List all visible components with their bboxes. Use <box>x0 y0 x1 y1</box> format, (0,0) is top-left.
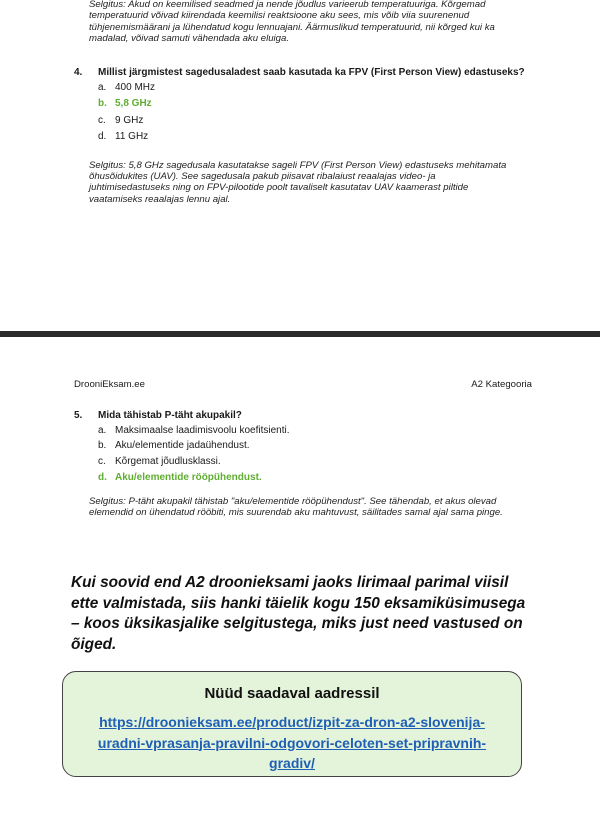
document-page-bottom <box>0 337 600 838</box>
option-c: c. 9 GHz <box>98 114 144 126</box>
option-b-correct: b. 5,8 GHz <box>98 98 152 109</box>
previous-explanation: Selgitus: Akud on keemilised seadmed ja nende jõudlus varieerub temperatuuriga. Kõrgemad temperatuurid võivad kiirendada keemilisi reaktsioone aku sees, mis võib viia suurenenud tühjenemismäärani ja lühendatud kogu lennuajani. Äärmuslikud temperatuurid, nii kõrged kui ka madalad, võivad samuti vähendada aku eluiga. <box>89 0 495 45</box>
option-d: d. 11 GHz <box>98 131 149 142</box>
option-c: c. Kõrgemat jõudlusklassi. <box>98 456 221 468</box>
option-b: b. Aku/elementide jadaühendust. <box>98 440 250 452</box>
page-header-category: A2 Kategooria <box>471 379 532 390</box>
question-5 <box>74 410 534 519</box>
question-4-explanation: Selgitus: 5,8 GHz sagedusala kasutatakse sageli FPV (First Person View) edastuseks mehitamata õhusõidukites (UAV). See sagedusala pakub piisavat ribalaiust reaalajas video- ja juhtimisedastuseks ning on FPV-pilootide poolt tavaliselt kasutatav UAV kaamerast piltide vaatamiseks reaalajas lennu ajal. <box>89 159 507 205</box>
answer-options <box>98 423 534 486</box>
question-4 <box>74 67 534 205</box>
question-number: 4. <box>74 67 83 78</box>
document-page-top <box>0 0 600 330</box>
question-number: 5. <box>74 410 83 421</box>
option-d-correct: d. Aku/elementide rööpühendust. <box>98 471 262 483</box>
availability-callout <box>62 671 522 777</box>
page-header-site: DrooniEksam.ee <box>74 379 145 390</box>
product-link[interactable]: https://droonieksam.ee/product/izpit-za-dron-a2-slovenija-uradni-vprasanja-pravilni-odgovori-celoten-set-pripravnih-gradiv/ <box>97 714 487 771</box>
question-text: Mida tähistab P-täht akupakil? <box>98 410 242 421</box>
option-a: a. Maksimaalse laadimisvoolu koefitsienti. <box>98 424 290 436</box>
question-5-explanation: Selgitus: P-täht akupakil tähistab "aku/elementide rööpühendust". See tähendab, et akus olevad elemendid on ühendatud rööbiti, mis suurendab aku mahtuvust, säilitades samal ajal sama pinge. <box>89 495 503 519</box>
callout-title: Nüüd saadaval aadressil <box>204 685 380 702</box>
answer-options <box>98 80 534 146</box>
promo-text: Kui soovid end A2 droonieksami jaoks lirimaal parimal viisil ette valmistada, siis hanki täielik kogu 150 eksamiküsimusega – koos üksikasjalike selgitustega, miks just need vastused on õiged. <box>71 574 526 653</box>
question-text: Millist järgmistest sagedusaladest saab kasutada ka FPV (First Person View) edastuseks? <box>98 67 525 78</box>
option-a: a. 400 MHz <box>98 81 156 93</box>
